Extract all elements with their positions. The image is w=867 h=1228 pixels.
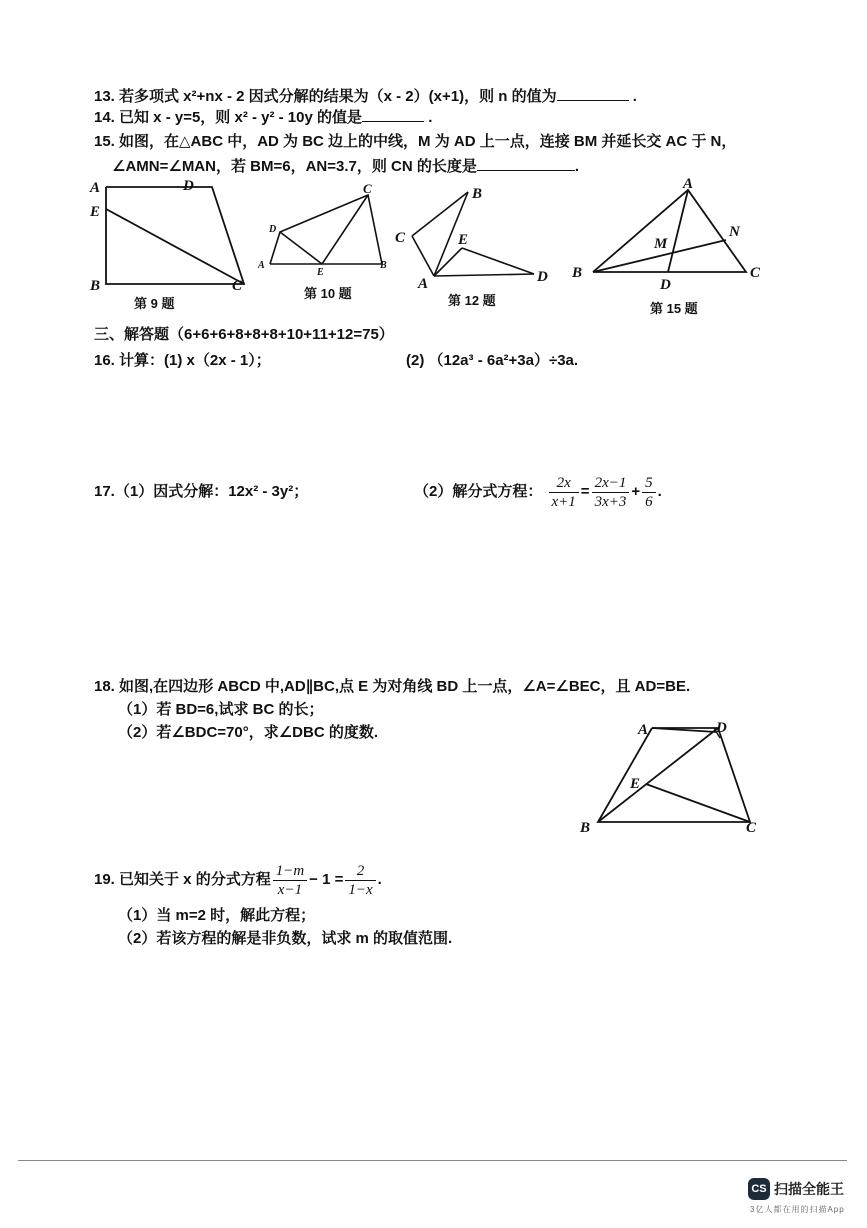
- figure-15-label-b: B: [572, 265, 583, 281]
- figure-15-label-c: C: [750, 265, 761, 281]
- figure-18: [574, 714, 764, 838]
- question-14: [94, 107, 432, 128]
- fraction-denominator: 6: [645, 493, 653, 510]
- question-18-sub-2: （2）若∠BDC=70°，求∠DBC 的度数.: [118, 724, 379, 741]
- fraction-denominator: x+1: [551, 493, 576, 510]
- question-14-text: 14. 已知 x - y=5，则 x² - y² - 10y 的值是: [94, 109, 363, 126]
- figure-15-label-n: N: [729, 224, 740, 240]
- figure-15: [568, 172, 768, 292]
- fraction-2x-over-x-plus-1: [549, 474, 579, 511]
- figure-18-label-a: A: [638, 722, 649, 738]
- period: .: [377, 871, 382, 888]
- figure-9-label-e: E: [90, 204, 101, 220]
- figure-9-label-a: A: [90, 180, 101, 196]
- section-3-heading: 三、解答题（6+6+6+8+8+8+10+11+12=75）: [94, 326, 394, 343]
- fraction-numerator: 2x−1: [592, 474, 630, 493]
- figure-12-label-a: A: [418, 276, 429, 292]
- figure-12: [392, 180, 562, 292]
- question-15-text: 15. 如图，在△ABC 中，AD 为 BC 边上的中线，M 为 AD 上一点，连接 BM 并延长交 AC 于 N，: [94, 133, 737, 150]
- question-17-part-2: [414, 470, 662, 514]
- fraction-numerator: 1−m: [273, 862, 307, 881]
- fraction-denominator: x−1: [277, 881, 303, 898]
- figure-12-label-e: E: [458, 232, 469, 248]
- question-13: [94, 86, 637, 107]
- figure-15-label-a: A: [683, 176, 694, 192]
- question-16-part-1: 16. 计算：(1) x（2x - 1）；: [94, 352, 271, 369]
- fraction-numerator: 2: [345, 862, 375, 881]
- answer-blank-13: [557, 86, 629, 101]
- question-13-suffix: .: [632, 88, 637, 105]
- plus-sign: +: [631, 483, 641, 500]
- figure-10-label-d: D: [269, 224, 277, 235]
- period: .: [657, 483, 662, 500]
- figure-18-label-c: C: [746, 820, 757, 836]
- figure-18-label-e: E: [630, 776, 641, 792]
- camscanner-logo-icon: CS: [748, 1178, 770, 1200]
- question-15-text-2: ∠AMN=∠MAN，若 BM=6，AN=3.7，则 CN 的长度是: [112, 158, 477, 175]
- figure-9: [86, 176, 256, 296]
- question-14-suffix: .: [428, 109, 433, 126]
- fraction-numerator: 5: [642, 474, 656, 493]
- question-16-part-2: (2) （12a³ - 6a²+3a）÷3a.: [406, 352, 579, 369]
- figure-9-caption: 第 9 题: [134, 296, 175, 311]
- figure-18-label-b: B: [580, 820, 591, 836]
- fraction-numerator: 2x: [549, 474, 579, 493]
- fraction-2x-minus-1-over-3x-plus-3: [592, 474, 630, 511]
- question-17-part-2-label: （2）解分式方程：: [414, 483, 543, 500]
- figure-15-label-m: M: [654, 236, 668, 252]
- fraction-denominator: 3x+3: [594, 493, 627, 510]
- question-13-text: 13. 若多项式 x²+nx - 2 因式分解的结果为（x - 2）(x+1)，则 n 的值为: [94, 88, 557, 105]
- figure-10-label-a: A: [258, 260, 265, 271]
- figure-15-label-d: D: [660, 277, 671, 292]
- fraction-5-over-6: [642, 474, 656, 511]
- question-18: 18. 如图,在四边形 ABCD 中,AD∥BC,点 E 为对角线 BD 上一点，∠A=∠BEC，且 AD=BE.: [94, 678, 691, 695]
- figure-10: [256, 180, 396, 280]
- scanner-app-name: 扫描全能王: [774, 1181, 844, 1197]
- minus-one-equals: − 1 =: [309, 871, 344, 888]
- question-18-sub-1: （1）若 BD=6,试求 BC 的长；: [118, 701, 324, 718]
- question-19: [94, 858, 382, 902]
- question-19-text: 19. 已知关于 x 的分式方程: [94, 871, 271, 888]
- figure-10-caption: 第 10 题: [304, 286, 352, 301]
- figure-9-label-c: C: [232, 278, 243, 294]
- fraction-denominator: 1−x: [348, 881, 373, 898]
- question-15-line-1: [94, 132, 736, 152]
- figure-12-label-c: C: [395, 230, 406, 246]
- figure-9-label-b: B: [90, 278, 101, 294]
- figure-10-label-e: E: [317, 267, 324, 278]
- figure-12-label-d: D: [537, 269, 548, 285]
- figure-10-label-b: B: [380, 260, 387, 271]
- figure-18-label-d: D: [716, 720, 727, 736]
- answer-blank-14: [362, 107, 424, 122]
- question-17-part-1: 17.（1）因式分解：12x² - 3y²；: [94, 483, 309, 500]
- equals-sign: =: [580, 483, 590, 500]
- figure-12-caption: 第 12 题: [448, 293, 496, 308]
- scanner-app-tagline: 3亿人都在用的扫描App: [750, 1205, 845, 1214]
- question-15-line-2: [112, 156, 579, 177]
- answer-blank-15: [477, 156, 575, 171]
- figure-15-caption: 第 15 题: [650, 301, 698, 316]
- question-19-sub-1: （1）当 m=2 时，解此方程；: [118, 907, 316, 924]
- question-15-suffix: .: [574, 158, 580, 175]
- fraction-1-minus-m-over-x-minus-1: [273, 862, 307, 899]
- figure-10-label-c: C: [363, 181, 372, 196]
- figure-9-label-d: D: [183, 178, 194, 194]
- figure-12-label-b: B: [472, 186, 483, 202]
- question-19-sub-2: （2）若该方程的解是非负数，试求 m 的取值范围.: [118, 930, 453, 947]
- footer-divider: [18, 1160, 847, 1161]
- fraction-2-over-1-minus-x: [345, 862, 375, 899]
